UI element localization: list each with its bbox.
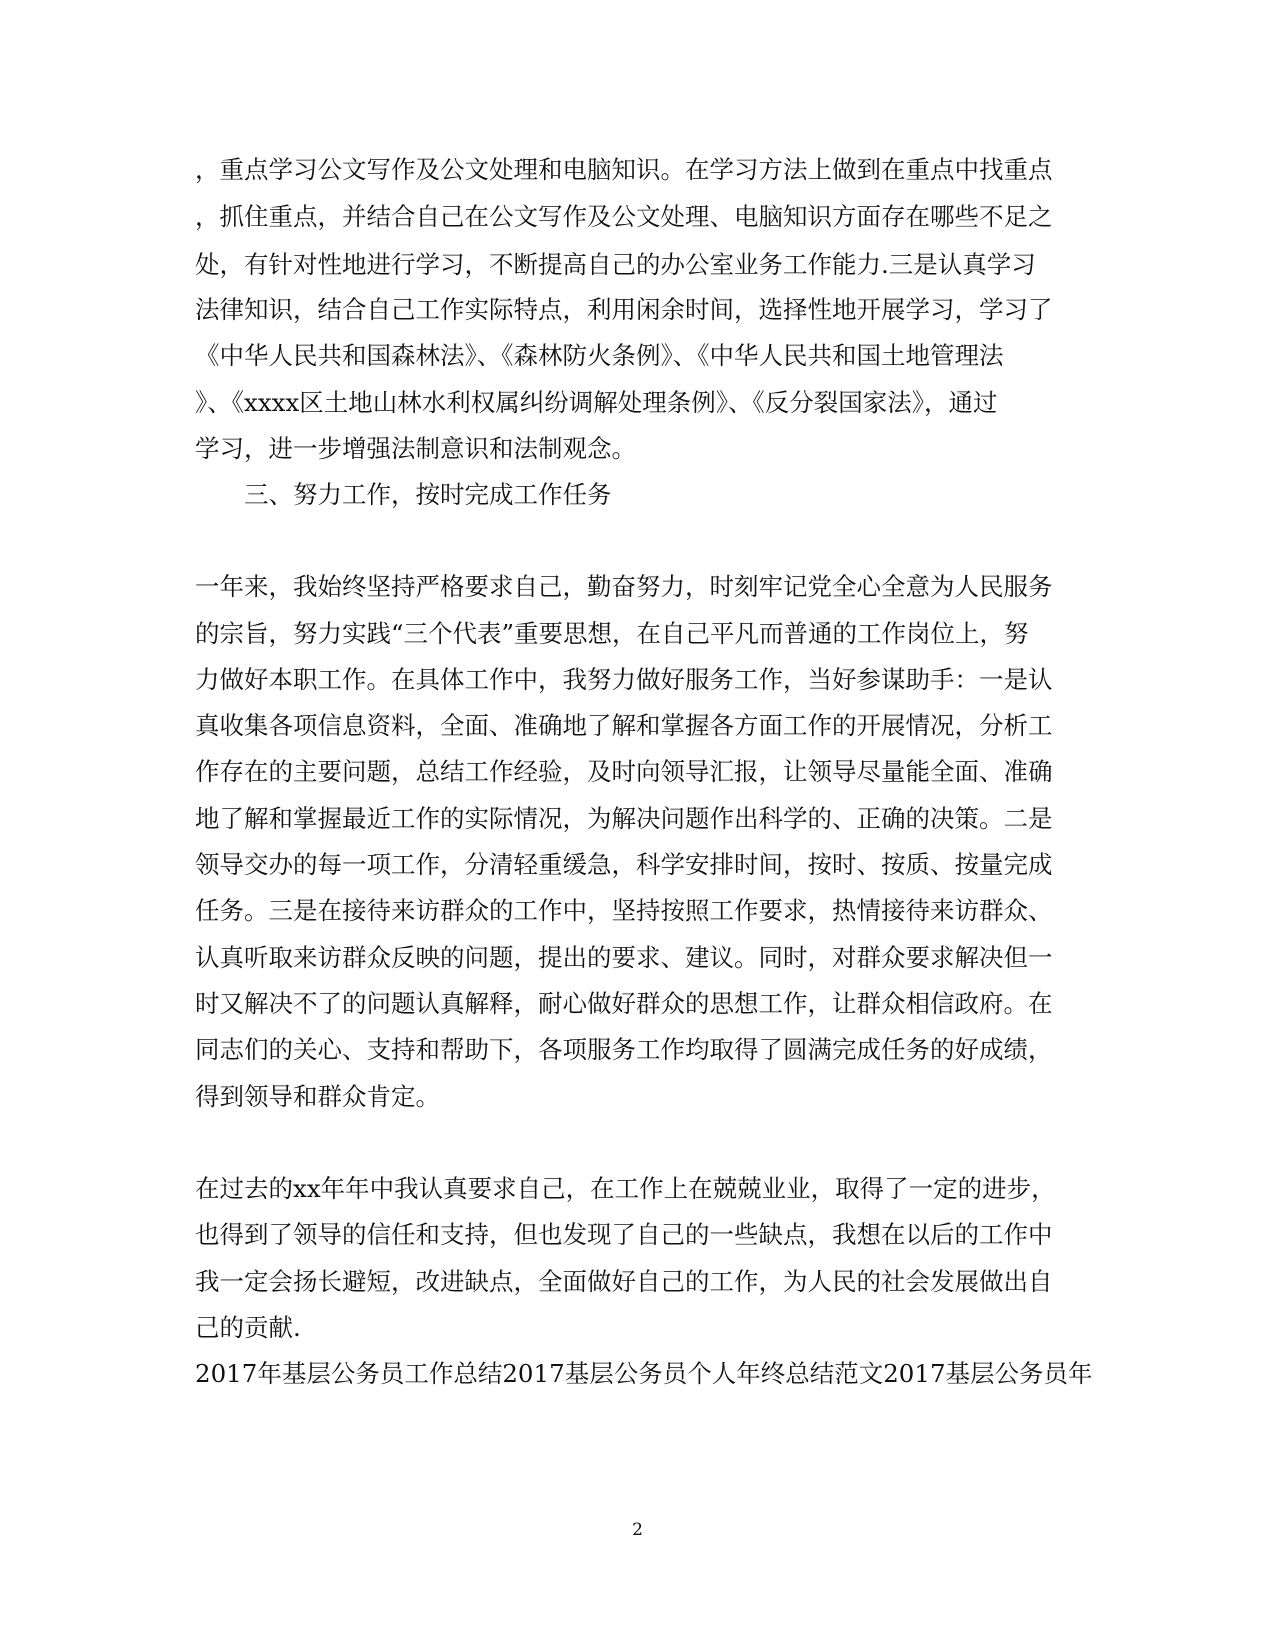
text-line: 时又解决不了的问题认真解释，耐心做好群众的思想工作，让群众相信政府。在 [195, 989, 1053, 1018]
text-line: 领导交办的每一项工作，分清轻重缓急，科学安排时间，按时、按质、按量完成 [195, 850, 1053, 879]
text-line: 我一定会扬长避短，改进缺点，全面做好自己的工作，为人民的社会发展做出自 [195, 1267, 1053, 1296]
text-line: 力做好本职工作。在具体工作中，我努力做好服务工作，当好参谋助手：一是认 [195, 665, 1053, 694]
text-line: 任务。三是在接待来访群众的工作中，坚持按照工作要求，热情接待来访群众、 [195, 896, 1053, 925]
text-line: 学习，进一步增强法制意识和法制观念。 [195, 434, 636, 463]
text-line: ，重点学习公文写作及公文处理和电脑知识。在学习方法上做到在重点中找重点 [195, 155, 1053, 184]
text-line: 也得到了领导的信任和支持，但也发现了自己的一些缺点，我想在以后的工作中 [195, 1220, 1053, 1249]
text-line: 作存在的主要问题，总结工作经验，及时向领导汇报，让领导尽量能全面、准确 [195, 757, 1053, 786]
text-line: 同志们的关心、支持和帮助下，各项服务工作均取得了圆满完成任务的好成绩， [195, 1035, 1053, 1064]
text-line: ，抓住重点，并结合自己在公文写作及公文处理、电脑知识方面存在哪些不足之 [195, 202, 1053, 231]
text-line: 》、《xxxx区土地山林水利权属纠纷调解处理条例》、《反分裂国家法》，通过 [195, 388, 998, 417]
text-line: 2017年基层公务员工作总结2017基层公务员个人年终总结范文2017基层公务员年 [195, 1359, 1093, 1388]
text-line: 己的贡献. [195, 1313, 301, 1342]
text-line: 的宗旨，努力实践“三个代表”重要思想，在自己平凡而普通的工作岗位上，努 [195, 619, 1029, 648]
text-line: 法律知识，结合自己工作实际特点，利用闲余时间，选择性地开展学习，学习了 [195, 295, 1053, 324]
text-line: 得到领导和群众肯定。 [195, 1082, 440, 1111]
section-heading: 三、努力工作，按时完成工作任务 [244, 480, 612, 509]
text-line: 地了解和掌握最近工作的实际情况，为解决问题作出科学的、正确的决策。二是 [195, 804, 1053, 833]
text-line: 认真听取来访群众反映的问题，提出的要求、建议。同时，对群众要求解决但一 [195, 943, 1053, 972]
text-line: 在过去的xx年年中我认真要求自己，在工作上在兢兢业业，取得了一定的进步， [195, 1174, 1056, 1203]
page-number: 2 [632, 1520, 643, 1540]
text-line: 一年来，我始终坚持严格要求自己，勤奋努力，时刻牢记党全心全意为人民服务 [195, 572, 1053, 601]
text-line: 《中华人民共和国森林法》、《森林防火条例》、《中华人民共和国土地管理法 [195, 341, 1004, 370]
text-line: 真收集各项信息资料，全面、准确地了解和掌握各方面工作的开展情况，分析工 [195, 711, 1053, 740]
text-line: 处，有针对性地进行学习，不断提高自己的办公室业务工作能力.三是认真学习 [195, 250, 1036, 279]
